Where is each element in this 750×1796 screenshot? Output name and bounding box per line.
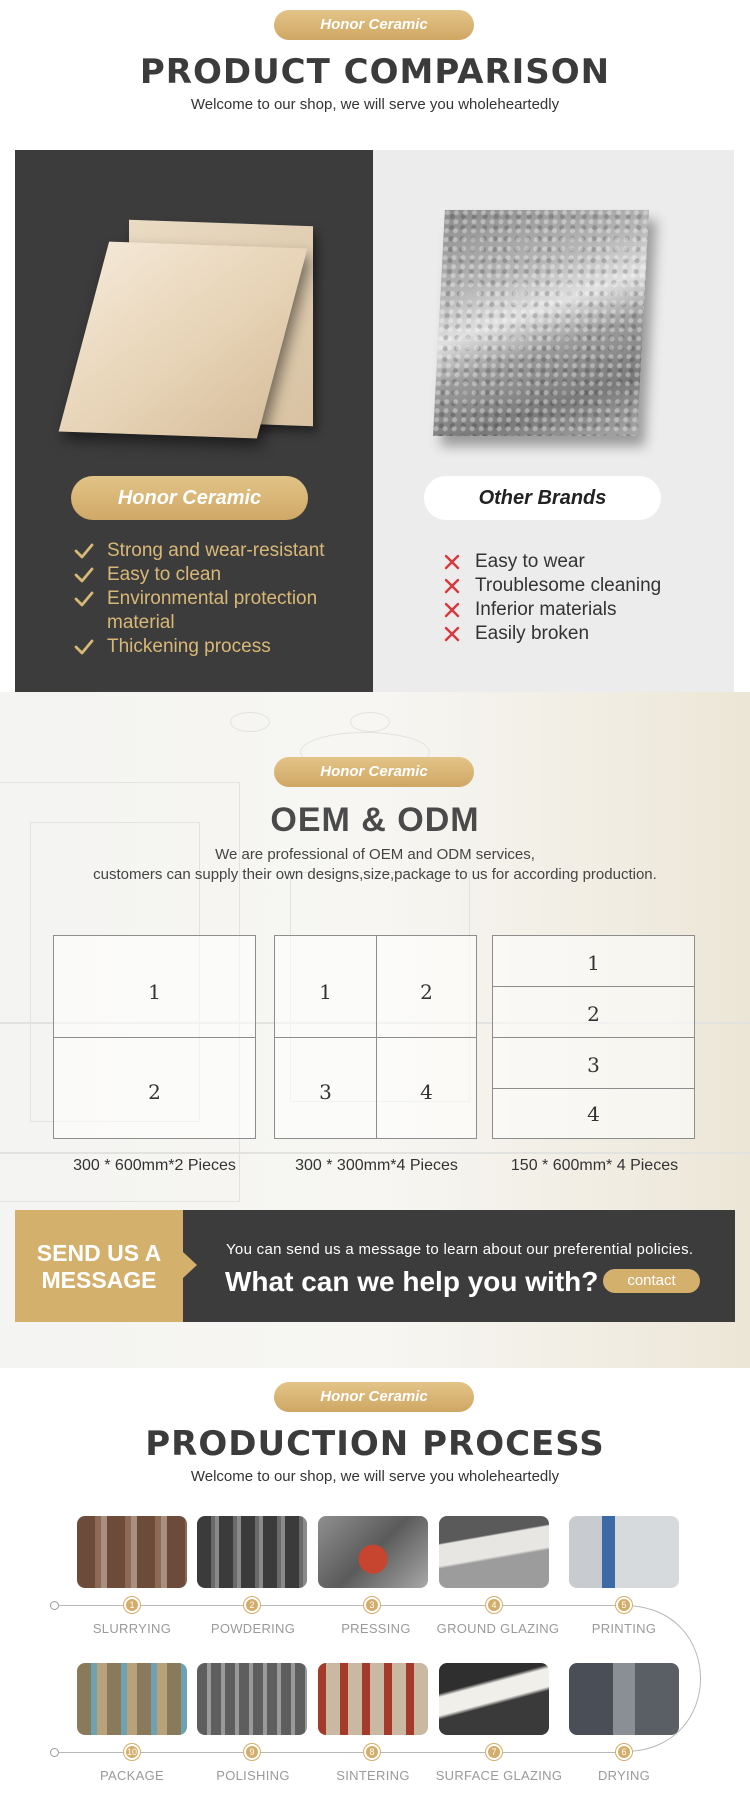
step-label: GROUND GLAZING [436,1621,560,1636]
oem-description-line1: We are professional of OEM and ODM services, [215,846,535,863]
cell-number: 2 [420,980,433,1004]
feature-item: Environmental protection material [74,587,349,635]
sintering-photo [318,1663,428,1735]
surface-glazing-photo [439,1663,549,1735]
message-prompt-text: You can send us a message to learn about our preferential policies. [226,1241,694,1258]
size-label: 300 * 600mm*2 Pieces [73,1157,236,1174]
arrow-right-icon [183,1252,197,1278]
check-icon [74,589,94,609]
cell-number: 4 [587,1102,600,1126]
ground-glazing-photo [439,1516,549,1588]
message-heading: What can we help you with? [225,1266,599,1297]
feature-item: Inferior materials [442,598,732,622]
layout-grid-4-strips [492,935,695,1139]
slurrying-photo [77,1516,187,1588]
timeline-line [58,1605,628,1606]
step-label: SLURRYING [92,1621,172,1636]
layout-grid-4-squares [274,935,477,1139]
layout-grid-2-pieces [53,935,256,1139]
step-number: 8 [364,1744,380,1760]
step-number: 9 [244,1744,260,1760]
send-message-line1: SEND US A [36,1240,162,1266]
honor-ceramic-label: Honor Ceramic [71,476,308,520]
step-number: 4 [486,1597,502,1613]
cross-icon [442,600,462,620]
cell-number: 1 [148,980,161,1004]
cell-number: 2 [148,1080,161,1104]
oem-title: OEM & ODM [270,801,480,839]
process-subtitle: Welcome to our shop, we will serve you wholeheartedly [190,1468,560,1485]
feature-item: Strong and wear-resistant [74,539,364,563]
step-label: PACKAGE [100,1768,164,1783]
page-title: PRODUCT COMPARISON [139,52,611,92]
check-icon [74,541,94,561]
step-number: 2 [244,1597,260,1613]
step-number: 1 [124,1597,140,1613]
cell-number: 4 [420,1080,433,1104]
cross-icon [442,552,462,572]
honor-ceramic-badge: Honor Ceramic [274,1382,474,1412]
send-message-block[interactable] [15,1210,183,1322]
check-icon [74,637,94,657]
contact-button[interactable]: contact [603,1269,700,1293]
polishing-photo [197,1663,307,1735]
feature-item: Easily broken [442,622,732,646]
step-number: 7 [486,1744,502,1760]
drying-photo [569,1663,679,1735]
step-number: 5 [616,1597,632,1613]
timeline-line [58,1752,624,1753]
honor-ceramic-badge: Honor Ceramic [274,10,474,40]
cross-icon [442,576,462,596]
feature-item: Thickening process [74,635,364,659]
cell-number: 3 [319,1080,332,1104]
cell-number: 2 [587,1002,600,1026]
honor-ceramic-badge: Honor Ceramic [274,757,474,787]
step-label: SURFACE GLAZING [435,1768,563,1783]
process-title: PRODUCTION PROCESS [145,1424,605,1464]
step-label: PRINTING [591,1621,657,1636]
feature-item: Easy to wear [442,550,732,574]
check-icon [74,565,94,585]
step-number: 6 [616,1744,632,1760]
oem-description-line2: customers can supply their own designs,size,package to us for according production. [93,866,657,883]
step-number: 10 [124,1744,140,1760]
step-label: PRESSING [341,1621,411,1636]
cell-number: 3 [587,1053,600,1077]
cross-icon [442,624,462,644]
powdering-photo [197,1516,307,1588]
step-label: SINTERING [336,1768,410,1783]
feature-item: Easy to clean [74,563,364,587]
send-message-line2: MESSAGE [41,1267,157,1293]
step-number: 3 [364,1597,380,1613]
other-brands-label: Other Brands [424,476,661,520]
size-label: 300 * 300mm*4 Pieces [295,1157,458,1174]
pressing-photo [318,1516,428,1588]
cell-number: 1 [587,951,600,975]
cell-number: 1 [319,980,332,1004]
feature-item: Troublesome cleaning [442,574,732,598]
step-label: POWDERING [210,1621,296,1636]
grey-tile-image [433,210,649,436]
package-photo [77,1663,187,1735]
page-subtitle: Welcome to our shop, we will serve you wholeheartedly [190,96,560,113]
printing-photo [569,1516,679,1588]
step-label: POLISHING [216,1768,290,1783]
size-label: 150 * 600mm* 4 Pieces [510,1157,679,1174]
step-label: DRYING [597,1768,651,1783]
